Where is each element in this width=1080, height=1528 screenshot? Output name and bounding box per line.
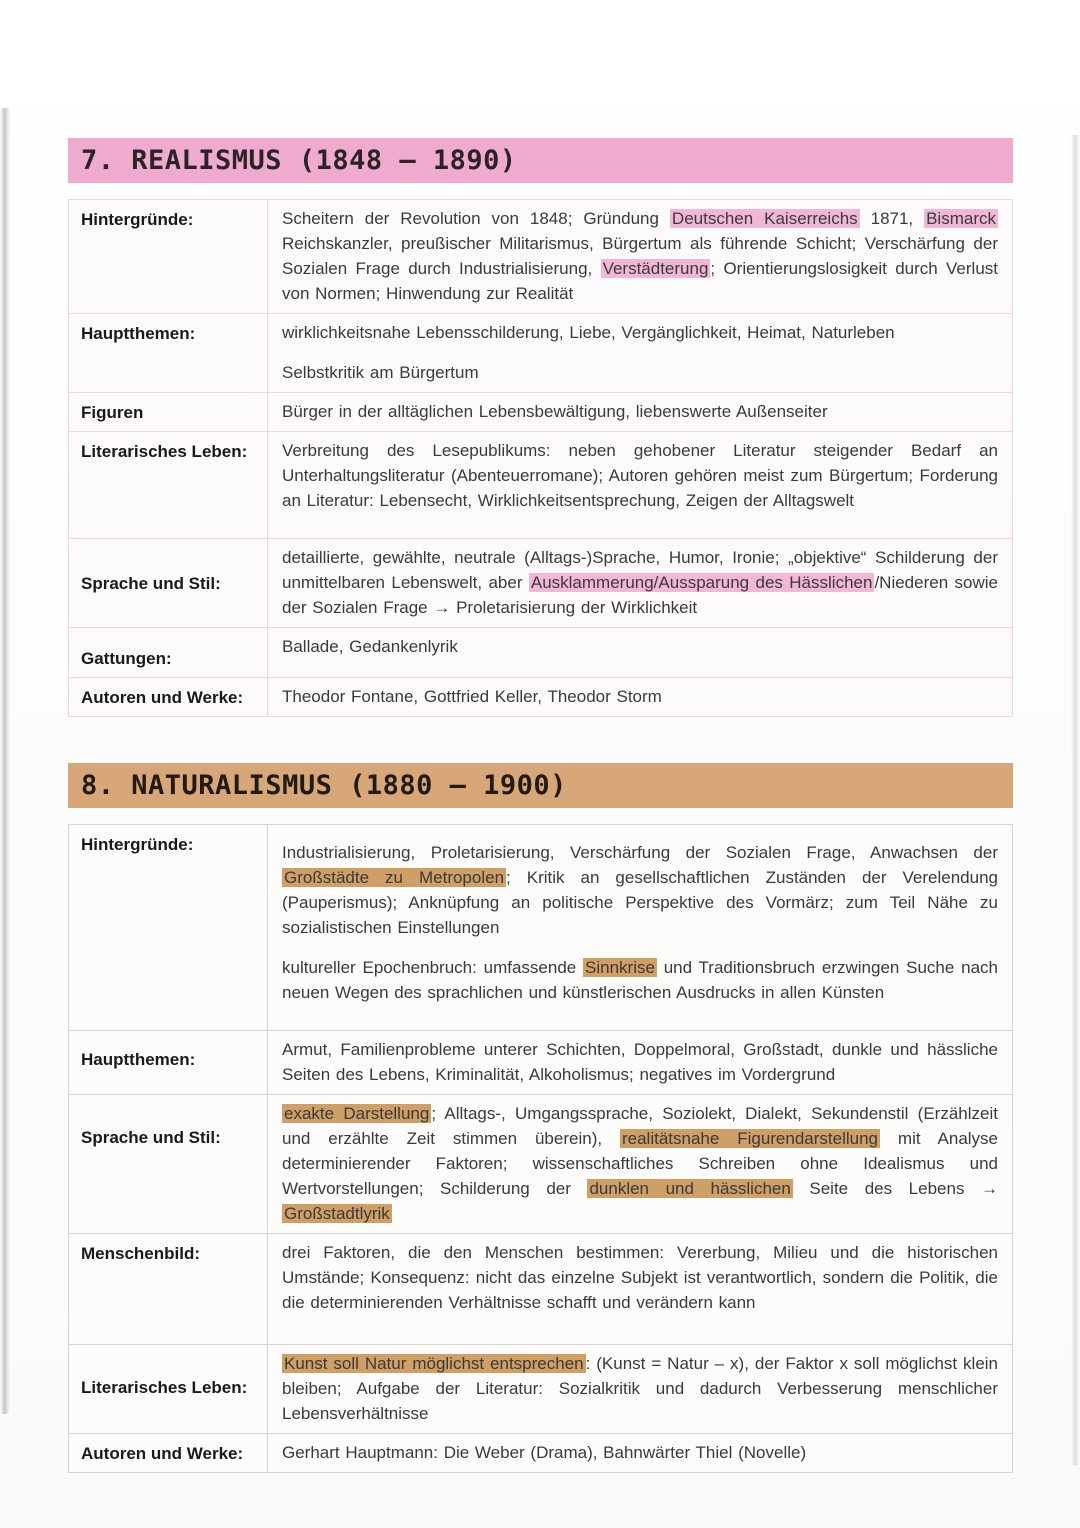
table-row bbox=[69, 538, 1012, 627]
paragraph: detaillierte, gewählte, neutrale (Alltags-)Sprache, Humor, Ironie; „objektive“ Schilderung der unmittelbaren Lebenswelt, aber Ausklammerung/Aussparung des Hässlichen /Niederen sowie der Sozialen Frage → Proletarisierung der Wirklichkeit bbox=[282, 548, 998, 617]
row-label: Literarisches Leben: bbox=[69, 1345, 268, 1433]
row-content bbox=[268, 1031, 1012, 1094]
epoch-sections bbox=[68, 138, 1013, 1473]
row-content bbox=[268, 393, 1012, 431]
paragraph: Kunst soll Natur möglichst entsprechen : (Kunst = Natur – x), der Faktor x soll möglichst klein bleiben; Aufgabe der Literatur: Sozialkritik und dadurch Verbesserung menschlicher Lebensverhältnisse bbox=[282, 1354, 999, 1423]
paragraph: Industrialisierung, Proletarisierung, Verschärfung der Sozialen Frage, Anwachsen der Großstädte zu Metropolen ; Kritik an gesellschaftlichen Zuständen der Verelendung (Pauperismus); Anknüpfung an politische Perspektive des Vormärz; zum Teil Nähe zu sozialistischen Einstellungen bbox=[282, 843, 998, 937]
table-row bbox=[69, 1233, 1012, 1344]
row-content bbox=[268, 1234, 1012, 1344]
highlighted-text: Sinnkrise bbox=[585, 958, 655, 977]
table-row bbox=[69, 825, 1012, 1030]
row-content bbox=[268, 1434, 1012, 1472]
row-label: Figuren bbox=[69, 393, 268, 431]
epoch-section bbox=[68, 763, 1013, 1473]
row-content bbox=[268, 1345, 1012, 1433]
paragraph: Selbstkritik am Bürgertum bbox=[282, 363, 479, 382]
paragraph: kultureller Epochenbruch: umfassende Sinnkrise und Traditionsbruch erzwingen Suche nach neuen Wegen des sprachlichen und künstlerischen Ausdrucks in allen Künsten bbox=[282, 958, 998, 1002]
table-row bbox=[69, 1094, 1012, 1233]
highlighted-text: Deutschen Kaiserreichs bbox=[671, 209, 858, 228]
highlighted-text: Ausklammerung/Aussparung des Hässlichen bbox=[530, 573, 873, 592]
paragraph: exakte Darstellung ; Alltags-, Umgangssprache, Soziolekt, Dialekt, Sekundenstil (Erzählzeit und erzählte Zeit stimmen überein), realitätsnahe Figurendarstellung mit Analyse determinierender Faktoren; wissenschaftliches Schreiben ohne Idealismus und Wertvorstellungen; Schilderung der dunklen und hässlichen Seite des Lebens → Großstadtlyrik bbox=[282, 1104, 999, 1223]
paragraph: Ballade, Gedankenlyrik bbox=[282, 637, 458, 656]
page-edge-shadow-right bbox=[1071, 135, 1080, 1465]
highlighted-text: Verstädterung bbox=[602, 259, 709, 278]
row-label: Menschenbild: bbox=[69, 1234, 268, 1344]
row-content bbox=[268, 539, 1012, 627]
page-edge-shadow-left bbox=[0, 108, 10, 1414]
table-row bbox=[69, 392, 1012, 431]
paragraph: Scheitern der Revolution von 1848; Gründung Deutschen Kaiserreichs 1871, Bismarck Reichskanzler, preußischer Militarismus, Bürgertum als führende Schicht; Verschärfung der Sozialen Frage durch Industrialisierung, Verstädterung ; Orientierungslosigkeit durch Verlust von Normen; Hinwendung zur Realität bbox=[282, 209, 998, 303]
row-label: Sprache und Stil: bbox=[69, 1095, 268, 1233]
row-content bbox=[268, 678, 1012, 716]
paragraph: Armut, Familienprobleme unterer Schichten, Doppelmoral, Großstadt, dunkle und hässliche Seiten des Lebens, Kriminalität, Alkoholismus; negatives im Vordergrund bbox=[282, 1040, 998, 1084]
row-label: Hintergründe: bbox=[69, 825, 268, 1030]
row-content bbox=[268, 314, 1012, 392]
section-header-realismus: 7. REALISMUS (1848 – 1890) bbox=[68, 138, 1013, 183]
row-content bbox=[268, 825, 1012, 1030]
row-content bbox=[268, 200, 1012, 313]
table-row bbox=[69, 1344, 1012, 1433]
table-row bbox=[69, 431, 1012, 538]
epoch-table bbox=[68, 199, 1013, 717]
highlighted-text: Großstadtlyrik bbox=[284, 1204, 390, 1223]
highlighted-text: realitätsnahe Figurendarstellung bbox=[621, 1129, 879, 1148]
epoch-section bbox=[68, 138, 1013, 717]
row-content bbox=[268, 1095, 1012, 1233]
epoch-table bbox=[68, 824, 1013, 1473]
row-label: Literarisches Leben: bbox=[69, 432, 268, 538]
paragraph: Bürger in der alltäglichen Lebensbewältigung, liebenswerte Außenseiter bbox=[282, 402, 828, 421]
table-row bbox=[69, 200, 1012, 313]
table-row bbox=[69, 1433, 1012, 1472]
row-label: Hauptthemen: bbox=[69, 314, 268, 392]
row-label: Autoren und Werke: bbox=[69, 1434, 268, 1472]
row-label: Sprache und Stil: bbox=[69, 539, 268, 627]
highlighted-text: Bismarck bbox=[926, 209, 996, 228]
section-header-naturalismus: 8. NATURALISMUS (1880 – 1900) bbox=[68, 763, 1013, 808]
paragraph: Gerhart Hauptmann: Die Weber (Drama), Bahnwärter Thiel (Novelle) bbox=[282, 1443, 807, 1462]
row-label: Gattungen: bbox=[69, 628, 268, 677]
row-label: Autoren und Werke: bbox=[69, 678, 268, 716]
paragraph: wirklichkeitsnahe Lebensschilderung, Liebe, Vergänglichkeit, Heimat, Naturleben bbox=[282, 323, 895, 342]
paragraph: drei Faktoren, die den Menschen bestimmen: Vererbung, Milieu und die historischen Umstände; Konsequenz: nicht das einzelne Subjekt ist verantwortlich, sondern die Politik, die die determinierenden Verhältnisse schafft und verändern kann bbox=[282, 1243, 998, 1312]
highlighted-text: exakte Darstellung bbox=[284, 1104, 430, 1123]
row-label: Hauptthemen: bbox=[69, 1031, 268, 1094]
table-row bbox=[69, 677, 1012, 716]
table-row bbox=[69, 1030, 1012, 1094]
paragraph: Theodor Fontane, Gottfried Keller, Theodor Storm bbox=[282, 687, 662, 706]
paragraph: Verbreitung des Lesepublikums: neben gehobener Literatur steigender Bedarf an Unterhaltungsliteratur (Abenteuerromane); Autoren gehören meist zum Bürgertum; Forderung an Literatur: Lebensecht, Wirklichkeitsentsprechung, Zeigen der Alltagswelt bbox=[282, 441, 998, 510]
highlighted-text: Großstädte zu Metropolen bbox=[284, 868, 505, 887]
row-label: Hintergründe: bbox=[69, 200, 268, 313]
table-row bbox=[69, 313, 1012, 392]
highlighted-text: Kunst soll Natur möglichst entsprechen bbox=[284, 1354, 584, 1373]
row-content bbox=[268, 432, 1012, 538]
table-row bbox=[69, 627, 1012, 677]
row-content bbox=[268, 628, 1012, 677]
highlighted-text: dunklen und hässlichen bbox=[589, 1179, 791, 1198]
